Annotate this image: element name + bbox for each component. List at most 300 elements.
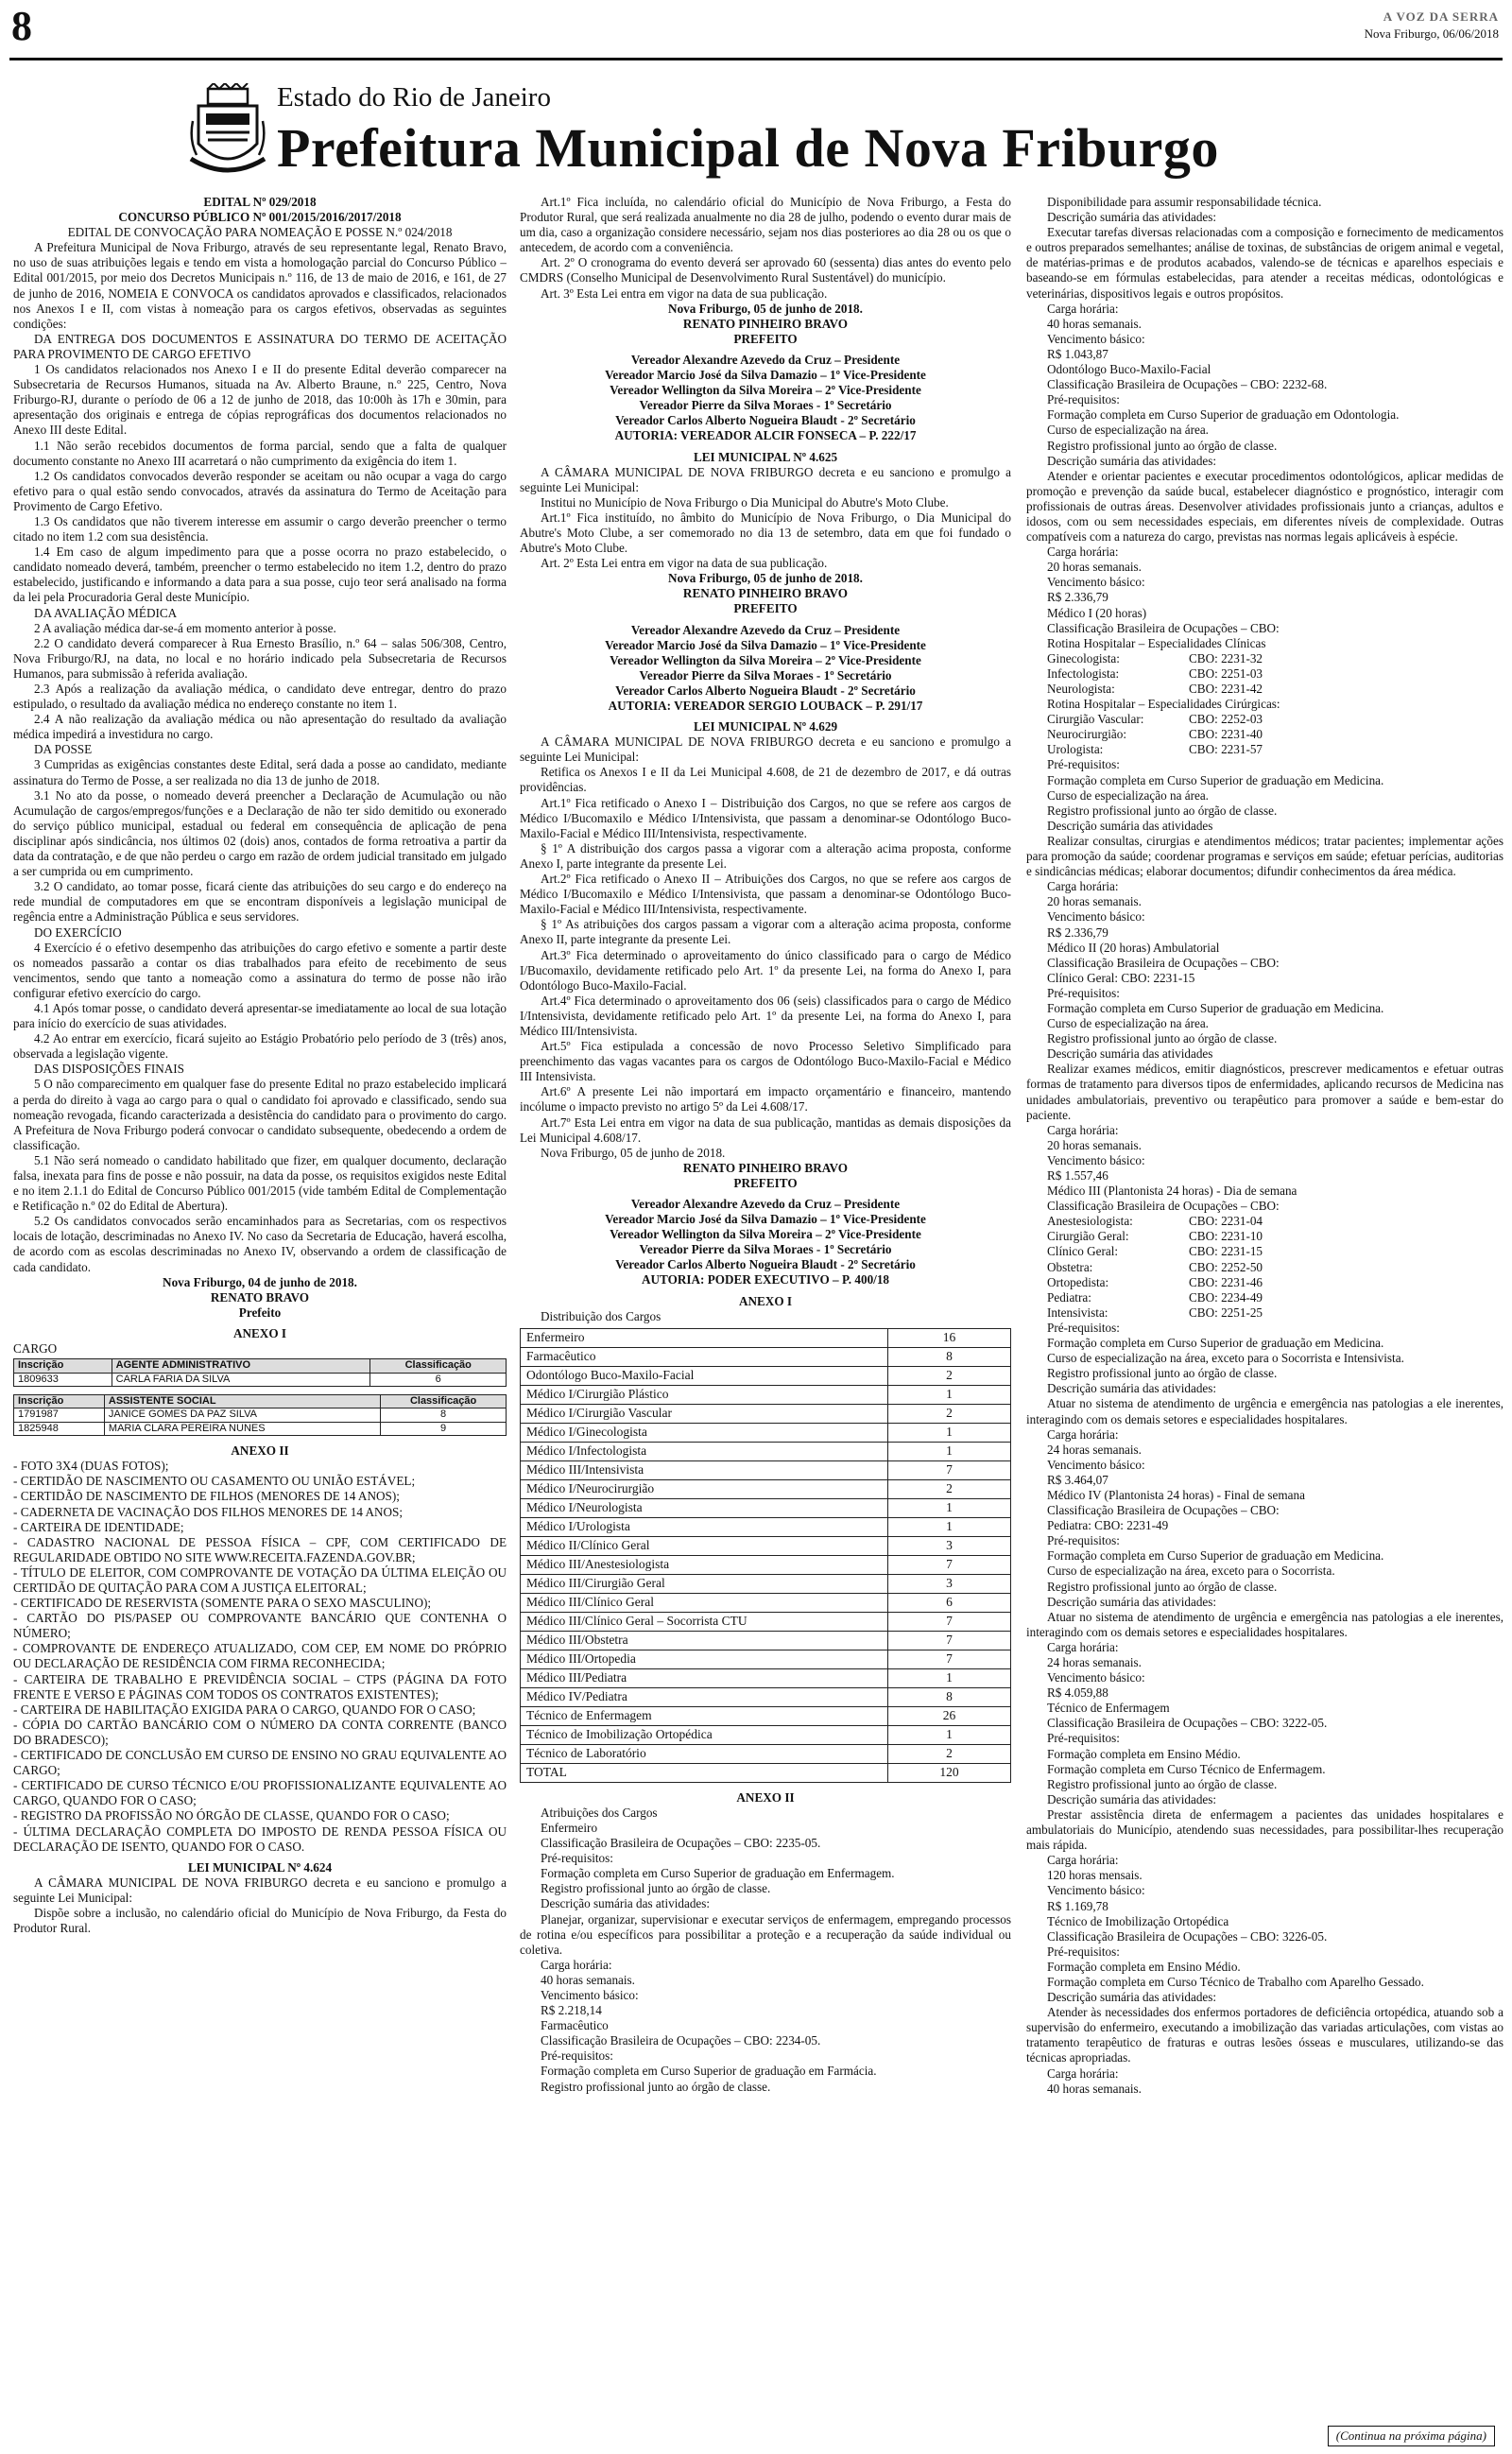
table-row [521, 1347, 1011, 1366]
label: Carga horária: [1047, 2065, 1119, 2081]
specialty-row [1026, 1290, 1503, 1305]
specialty-cbo: CBO: 2251-25 [1189, 1305, 1263, 1320]
table-cell: 3 [888, 1536, 1011, 1555]
job-title: Enfermeiro [541, 1820, 598, 1835]
law-title: LEI MUNICIPAL Nº 4.625 [693, 449, 838, 464]
workload: 20 horas semanais. [1047, 1137, 1142, 1152]
salary: R$ 2.336,79 [1047, 925, 1108, 940]
specialty-row [1026, 1275, 1503, 1290]
job-cbo: Classificação Brasileira de Ocupações – CBO: 2234-05. [541, 2033, 821, 2048]
label: Pré-requisitos: [541, 2048, 613, 2064]
table-cell: Médico II/Clínico Geral [521, 1536, 888, 1555]
column-2 [520, 195, 1011, 2449]
paragraph: 3.2 O candidato, ao tomar posse, ficará ciente das atribuições do seu cargo e do endereço na rede mundial de computadores em que se encontram disponíveis a legislação municipal de regência entre a Administração Pública e seus servidores. [13, 879, 507, 925]
table-cell: 2 [888, 1404, 1011, 1423]
list-item: - CERTIFICADO DE CURSO TÉCNICO E/OU PROFISSIONALIZANTE EQUIVALENTE AO CARGO, QUANDO FOR O CASO; [13, 1778, 507, 1808]
requirement: Registro profissional junto ao órgão de classe. [1047, 1366, 1278, 1381]
table-header: ASSISTENTE SOCIAL [104, 1394, 380, 1408]
list-item: - CARTEIRA DE TRABALHO E PREVIDÊNCIA SOCIAL – CTPS (PÁGINA DA FOTO FRENTE E VERSO E PÁGINAS COM TODOS OS CONTRATOS EXISTENTES); [13, 1671, 507, 1702]
salary: R$ 2.336,79 [1047, 590, 1108, 605]
paragraph: 1.3 Os candidatos que não tiverem interesse em assumir o cargo deverão preencher o termo citado no item 1.2 com sua desistência. [13, 513, 507, 544]
signature-title: PREFEITO [733, 331, 798, 346]
specialty-name: Urologista: [1047, 742, 1104, 757]
job-title: Odontólogo Buco-Maxilo-Facial [1047, 362, 1211, 377]
table-row [14, 1422, 507, 1435]
specialty-cbo: CBO: 2231-42 [1189, 682, 1263, 696]
specialty-group: Rotina Hospitalar – Especialidades Clínicas [1047, 635, 1266, 650]
table-cell: Médico I/Infectologista [521, 1442, 888, 1460]
job-title: Médico I (20 horas) [1047, 605, 1147, 620]
salary: R$ 1.043,87 [1047, 346, 1108, 361]
salary: R$ 4.059,88 [1047, 1685, 1108, 1701]
list-item: - CADERNETA DE VACINAÇÃO DOS FILHOS MENORES DE 14 ANOS; [13, 1504, 404, 1519]
table-cell: 8 [381, 1408, 507, 1422]
list-item: - CERTIFICADO DE CONCLUSÃO EM CURSO DE ENSINO NO GRAU EQUIVALENTE AO CARGO; [13, 1748, 507, 1778]
label: Carga horária: [1047, 1426, 1119, 1442]
label: Vencimento básico: [1047, 1670, 1145, 1685]
list-item: - REGISTRO DA PROFISSÃO NO ÓRGÃO DE CLASSE, QUANDO FOR O CASO; [13, 1808, 450, 1823]
requirement: Formação completa em Ensino Médio. [1047, 1959, 1241, 1974]
table-row [521, 1328, 1011, 1347]
list-item: - CÓPIA DO CARTÃO BANCÁRIO COM O NÚMERO DA CONTA CORRENTE (BANCO DO BRADESCO); [13, 1717, 507, 1747]
page-header [9, 3, 1503, 60]
specialty-cbo: CBO: 2231-57 [1189, 742, 1263, 757]
table-cell: 2 [888, 1744, 1011, 1763]
paragraph: 1.4 Em caso de algum impedimento para que a posse ocorra no prazo estabelecido, o candidato nomeado deverá, também, preencher o termo estabelecido no item 1.2, dentro do prazo estabelecido, justificando e informando a data para a sua posse, cujo teor será analisado na forma da lei pela Procuradoria Geral deste Município. [13, 544, 507, 605]
table-cell: Técnico de Laboratório [521, 1744, 888, 1763]
specialty-cbo: CBO: 2231-40 [1189, 727, 1263, 742]
requirement: Registro profissional junto ao órgão de classe. [1047, 438, 1278, 453]
label: Vencimento básico: [541, 1987, 639, 2002]
specialty-name: Clínico Geral: [1047, 1244, 1119, 1259]
table-cell: 1 [888, 1517, 1011, 1536]
job-cbo: Classificação Brasileira de Ocupações – CBO: 2235-05. [541, 1836, 821, 1851]
attributions-label: Atribuições dos Cargos [541, 1805, 658, 1820]
job-description: Atuar no sistema de atendimento de urgência e emergência nas patologias a ele inerentes, interagindo com os demais setores e especialidades hospitalares. [1026, 1609, 1503, 1639]
paragraph: Art.6º A presente Lei não importará em impacto orçamentário e financeiro, mantendo incólume o impacto previsto no artigo 5º da Lei 4.608/17. [520, 1084, 1011, 1115]
council-member: Vereador Pierre da Silva Moraes - 1º Secretário [639, 667, 892, 683]
council-member: Vereador Carlos Alberto Nogueira Blaudt - 2º Secretário [615, 683, 916, 698]
specialty-name: Pediatra: [1047, 1289, 1091, 1305]
specialty-row: Pediatra: CBO: 2231-49 [1047, 1518, 1169, 1533]
requirement: Formação completa em Curso Superior de graduação em Odontologia. [1047, 407, 1400, 423]
specialty-name: Cirurgião Vascular: [1047, 712, 1144, 727]
workload: 24 horas semanais. [1047, 1442, 1142, 1457]
requirement: Formação completa em Ensino Médio. [1047, 1746, 1241, 1761]
requirement: Formação completa em Curso Técnico de Trabalho com Aparelho Gessado. [1047, 1974, 1424, 1989]
table-row [521, 1744, 1011, 1763]
job-cbo: Classificação Brasileira de Ocupações – CBO: 3226-05. [1047, 1928, 1328, 1944]
table-cell: JANICE GOMES DA PAZ SILVA [104, 1408, 380, 1422]
signature-title: PREFEITO [733, 1175, 798, 1190]
label: Pré-requisitos: [1047, 757, 1120, 772]
table-cell: 1 [888, 1498, 1011, 1517]
paragraph: Art.3º Fica determinado o aproveitamento do único classificado para o cargo de Médico I/Bucomaxilo, devidamente retificado pelo Art. 1º da presente Lei, na forma do Anexo I, para Odontólogo Buco-Maxilo-Facial. [520, 947, 1011, 993]
council-member: Vereador Wellington da Silva Moreira – 2º Vice-Presidente [610, 652, 921, 667]
paragraph: Dispõe sobre a inclusão, no calendário oficial do Município de Nova Friburgo, da Festa do Produtor Rural. [13, 1905, 507, 1936]
job-title: Técnico de Imobilização Ortopédica [1047, 1913, 1229, 1928]
section-heading: DA AVALIAÇÃO MÉDICA [34, 605, 178, 620]
label: Descrição sumária das atividades: [1047, 210, 1217, 225]
job-cbo: Classificação Brasileira de Ocupações – CBO: 2232-68. [1047, 377, 1328, 392]
council-member: Vereador Marcio José da Silva Damazio – 1º Vice-Presidente [605, 637, 926, 652]
table-cell: Médico III/Ortopedia [521, 1650, 888, 1668]
requirement: Formação completa em Curso Superior de graduação em Farmácia. [541, 2064, 877, 2079]
table-cell: TOTAL [521, 1763, 888, 1782]
table-cell: 2 [888, 1366, 1011, 1385]
table-cell: Médico I/Urologista [521, 1517, 888, 1536]
council-member: Vereador Carlos Alberto Nogueira Blaudt - 2º Secretário [615, 413, 916, 428]
table-cell: 16 [888, 1328, 1011, 1347]
council-signatures [520, 623, 1011, 699]
specialty-cbo: CBO: 2252-03 [1189, 712, 1263, 727]
list-item: - FOTO 3X4 (DUAS FOTOS); [13, 1459, 169, 1474]
job-description: Atender às necessidades dos enfermos portadores de deficiência ortopédica, atuando sob a supervisão do enfermeiro, executando a imobilização das variadas articulações, com vistas ao tratamento terapêutico de fraturas e outras lesões ósseas e musculares, utilizando-se das técnicas apropriadas. [1026, 2005, 1503, 2065]
column-1 [13, 195, 507, 2449]
table-cell: Médico I/Neurologista [521, 1498, 888, 1517]
label: Carga horária: [1047, 1853, 1119, 1868]
job-description: Executar tarefas diversas relacionadas com a composição e fornecimento de medicamentos e outros preparados semelhantes; análise de toxinas, de substâncias de origem animal e vegetal, de matérias-primas e de produtos acabados, valendo-se de técnicas e aparelhos especiais e baseando-se em fórmulas estabelecidas, para atender a receitas médicas, odontológicas e veterinárias, dispositivos legais e outros propósitos. [1026, 225, 1503, 301]
council-member: Vereador Marcio José da Silva Damazio – 1º Vice-Presidente [605, 368, 926, 383]
specialty-name: Ginecologista: [1047, 650, 1120, 665]
table-row [521, 1460, 1011, 1479]
workload: 24 horas semanais. [1047, 1655, 1142, 1669]
paragraph: 4 Exercício é o efetivo desempenho das atribuições do cargo efetivo e somente a partir deste os nomeados passarão a contar os dias trabalhados para efeito de recebimento de seus vencimentos, sendo que tanto a nomeação como a assinatura do termo de posse não irão configurar efetivo exercício do cargo. [13, 940, 507, 1000]
specialty-row: Clínico Geral: CBO: 2231-15 [1047, 970, 1195, 985]
table-row [521, 1517, 1011, 1536]
paragraph: Art.2º Fica retificado o Anexo II – Atribuições dos Cargos, no que se refere aos cargos de Médico I/Bucomaxilo e Médico I/Intensivista, que passam a denominar-se Odontólogo Buco-Maxilo-Facial e Médico III/Intensivista, respectivamente. [520, 872, 1011, 917]
requirement: Curso de especialização na área. [1047, 423, 1209, 438]
label: Pré-requisitos: [1047, 1533, 1120, 1548]
paragraph: Institui no Município de Nova Friburgo o Dia Municipal do Abutre's Moto Clube. [541, 494, 949, 510]
job-description: Prestar assistência direta de enfermagem a pacientes das unidades hospitalares e ambulatoriais do Município, atendendo suas necessidades, para possibilitar-lhes recuperação mais rápida. [1026, 1806, 1503, 1853]
table-row [521, 1479, 1011, 1498]
paragraph: 1.1 Não serão recebidos documentos de forma parcial, sendo que a falta de qualquer documento constante no Anexo III acarretará o não cumprimento da exigência do item 1. [13, 438, 507, 468]
distribution-table [520, 1328, 1011, 1783]
table-cell: Médico I/Ginecologista [521, 1423, 888, 1442]
paragraph: 5.1 Não será nomeado o candidato habilitado que fizer, em qualquer documento, declaração falsa, inexata para fins de posse e não possuir, na data da posse, os requisitos exigidos neste Edital e no item 2.1.1 do Edital de Concurso Público 001/2015 (vide também Edital de Complementação e Retificação n.º 02 do Edital de Abertura). [13, 1152, 507, 1214]
paragraph: A CÂMARA MUNICIPAL DE NOVA FRIBURGO decreta e eu sanciono e promulgo a seguinte Lei Municipal: [520, 734, 1011, 765]
label: Carga horária: [1047, 879, 1119, 894]
paragraph: § 1º A distribuição dos cargos passa a vigorar com a alteração acima proposta, conforme Anexo I, parte integrante da presente Lei. [520, 840, 1011, 871]
specialty-row [1026, 1305, 1503, 1321]
specialty-row [1026, 1260, 1503, 1275]
paragraph: Art.1º Fica incluída, no calendário oficial do Município de Nova Friburgo, a Festa do Produtor Rural, que será realizada anualmente no dia 28 de julho, podendo o evento durar mais de um dia, caso a organização considere necessário, sejam nos dias posteriores ao dia 28 ou os que o antecedem, de acordo com a conveniência. [520, 195, 1011, 255]
job-description: Atuar no sistema de atendimento de urgência e emergência nas patologias a ele inerentes, interagindo com os demais setores e especialidades hospitalares. [1026, 1396, 1503, 1426]
signature-name: RENATO PINHEIRO BRAVO [682, 1160, 849, 1175]
edital-convocacao: EDITAL DE CONVOCAÇÃO PARA NOMEAÇÃO E POSSE N.º 024/2018 [67, 225, 453, 240]
council-member: Vereador Wellington da Silva Moreira – 2º Vice-Presidente [610, 1227, 921, 1242]
paragraph: 2.3 Após a realização da avaliação médica, o candidato deve entregar, dentro do prazo estipulado, o resultado da avaliação médica no endereço constante no item 1. [13, 682, 507, 712]
state-name: Estado do Rio de Janeiro [277, 82, 551, 112]
label: Pré-requisitos: [1047, 1731, 1120, 1746]
specialty-cbo: CBO: 2231-32 [1189, 650, 1263, 665]
requirement: Formação completa em Curso Superior de graduação em Enfermagem. [541, 1866, 895, 1881]
table-row [521, 1574, 1011, 1593]
job-cbo: Classificação Brasileira de Ocupações – CBO: [1047, 1199, 1280, 1214]
requirement: Registro profissional junto ao órgão de classe. [541, 1881, 771, 1896]
council-member: Vereador Alexandre Azevedo da Cruz – Presidente [630, 622, 901, 637]
job-cbo: Classificação Brasileira de Ocupações – CBO: [1047, 1503, 1280, 1518]
table-cell: 9 [381, 1422, 507, 1435]
specialty-group: Rotina Hospitalar – Especialidades Cirúrgicas: [1047, 697, 1280, 712]
list-item: - CARTEIRA DE IDENTIDADE; [13, 1519, 184, 1534]
paragraph: A Prefeitura Municipal de Nova Friburgo, através de seu representante legal, Renato Bravo, no uso de suas atribuições legais e tendo em vista a homologação parcial do Concurso Público – Edital 001/2015, por meio dos Decretos Municipais n.º 116, de 13 de maio de 2016, e 161, de 27 de junho de 2016, NOMEIA E CONVOCA os candidatos aprovados e classificados, relacionados nos Anexos I e II, com vistas à nomeação para os cargos efetivos, observadas as seguintes condições: [13, 240, 507, 331]
table-cell: 7 [888, 1460, 1011, 1479]
specialty-name: Infectologista: [1047, 665, 1120, 681]
council-member: Vereador Alexandre Azevedo da Cruz – Presidente [630, 1197, 901, 1211]
anexo-title: ANEXO II [231, 1443, 289, 1459]
authorship: AUTORIA: PODER EXECUTIVO – P. 400/18 [641, 1272, 890, 1287]
requirement: Formação completa em Curso Superior de graduação em Medicina. [1047, 772, 1384, 787]
section-heading: DA POSSE [34, 742, 93, 757]
table-cell: Farmacêutico [521, 1347, 888, 1366]
label: Descrição sumária das atividades [1047, 1046, 1213, 1062]
job-description: Realizar exames médicos, emitir diagnósticos, prescrever medicamentos e efetuar outras formas de tratamento para diversos tipos de enfermidades, aplicando recursos de Medicina nas unidades ambulatoriais, preventivo ou terapêutico para promover a saúde e bem-estar do paciente. [1026, 1062, 1503, 1122]
specialty-name: Cirurgião Geral: [1047, 1229, 1129, 1244]
prefeitura-name: Prefeitura Municipal de Nova Friburgo [277, 117, 1219, 179]
job-title: Médico III (Plantonista 24 horas) - Dia de semana [1047, 1184, 1297, 1199]
table-cell: 1 [888, 1385, 1011, 1404]
workload: 40 horas semanais. [1047, 2081, 1142, 2096]
page-number: 8 [11, 3, 32, 49]
signature-date: Nova Friburgo, 05 de junho de 2018. [668, 301, 863, 316]
table-cell: 1 [888, 1725, 1011, 1744]
table-cell: 6 [888, 1593, 1011, 1612]
table-cell: 7 [888, 1650, 1011, 1668]
requirement: Disponibilidade para assumir responsabilidade técnica. [1047, 195, 1322, 209]
anexo-title: ANEXO I [232, 1325, 287, 1340]
table-cell: Odontólogo Buco-Maxilo-Facial [521, 1366, 888, 1385]
section-heading: DA ENTREGA DOS DOCUMENTOS E ASSINATURA DO TERMO DE ACEITAÇÃO PARA PROVIMENTO DE CARGO EFETIVO [13, 331, 507, 361]
label: Carga horária: [1047, 301, 1119, 316]
label: Pré-requisitos: [1047, 1320, 1120, 1335]
signature-date: Nova Friburgo, 05 de junho de 2018. [668, 571, 863, 586]
label: Carga horária: [541, 1957, 612, 1972]
specialty-cbo: CBO: 2231-04 [1189, 1214, 1263, 1229]
table-row [521, 1612, 1011, 1631]
candidates-table-assistente [13, 1394, 507, 1436]
table-header: Classificação [381, 1394, 507, 1408]
paragraph: 2.2 O candidato deverá comparecer à Rua Ernesto Brasílio, n.º 64 – salas 506/308, Centro, Nova Friburgo/RJ, na data, no local e no horário indicado pela Subsecretaria de Recursos Humanos, para submissão à referida avaliação. [13, 635, 507, 681]
table-header: AGENTE ADMINISTRATIVO [112, 1359, 370, 1373]
column-3 [1026, 195, 1503, 2449]
label: Vencimento básico: [1047, 1152, 1145, 1167]
table-cell: 8 [888, 1347, 1011, 1366]
paragraph: A CÂMARA MUNICIPAL DE NOVA FRIBURGO decreta e eu sanciono e promulgo a seguinte Lei Municipal: [13, 1875, 507, 1905]
council-member: Vereador Pierre da Silva Moraes - 1º Secretário [639, 1242, 892, 1257]
council-signatures [520, 353, 1011, 428]
paragraph: Art. 2º Esta Lei entra em vigor na data de sua publicação. [541, 556, 828, 571]
specialty-row [1026, 742, 1503, 757]
requirement: Formação completa em Curso Superior de graduação em Medicina. [1047, 1548, 1384, 1564]
signature-title: PREFEITO [733, 601, 798, 616]
workload: 20 horas semanais. [1047, 560, 1142, 575]
list-item: - CERTIFICADO DE RESERVISTA (SOMENTE PARA O SEXO MASCULINO); [13, 1596, 432, 1611]
table-cell: Médico III/Intensivista [521, 1460, 888, 1479]
paragraph: 5.2 Os candidatos convocados serão encaminhados para as Secretarias, com os respectivos locais de lotação, descriminadas no Anexo IV. No caso da Secretaria de Educação, haverá escolha, de acordo com as escolas descriminadas no Anexo IV, observando a ordem de classificação de cada candidato. [13, 1214, 507, 1274]
concurso-title: CONCURSO PÚBLICO Nº 001/2015/2016/2017/2018 [118, 210, 402, 225]
label: Descrição sumária das atividades [1047, 818, 1213, 833]
label: Carga horária: [1047, 1639, 1119, 1654]
table-cell: 1825948 [14, 1422, 105, 1435]
specialty-cbo: CBO: 2234-49 [1189, 1289, 1263, 1305]
table-cell: 1 [888, 1668, 1011, 1687]
table-row [521, 1555, 1011, 1574]
council-member: Vereador Carlos Alberto Nogueira Blaudt - 2º Secretário [615, 1257, 916, 1272]
edital-title: EDITAL Nº 029/2018 [203, 195, 317, 209]
list-item: - ÚLTIMA DECLARAÇÃO COMPLETA DO IMPOSTO DE RENDA PESSOA FÍSICA OU DECLARAÇÃO DE ISENTO, QUANDO FOR O CASO. [13, 1823, 507, 1854]
signature-name: RENATO BRAVO [210, 1289, 310, 1305]
table-row [521, 1404, 1011, 1423]
table-row [521, 1593, 1011, 1612]
table-cell: MARIA CLARA PEREIRA NUNES [104, 1422, 380, 1435]
table-row [521, 1631, 1011, 1650]
list-item: - CARTÃO DO PIS/PASEP OU COMPROVANTE BANCÁRIO QUE CONTENHA O NÚMERO; [13, 1611, 507, 1641]
section-heading: DAS DISPOSIÇÕES FINAIS [34, 1062, 185, 1077]
specialty-row [1026, 1214, 1503, 1229]
table-row [521, 1442, 1011, 1460]
table-cell: 1 [888, 1442, 1011, 1460]
table-cell: 7 [888, 1555, 1011, 1574]
salary: R$ 2.218,14 [541, 2003, 602, 2018]
salary: R$ 3.464,07 [1047, 1472, 1108, 1487]
specialty-row [1026, 666, 1503, 682]
council-member: Vereador Wellington da Silva Moreira – 2º Vice-Presidente [610, 383, 921, 398]
paragraph: 3 Cumpridas as exigências constantes deste Edital, será dada a posse ao candidato, mediante assinatura do Termo de Posse, a ser realizada no dia 13 de junho de 2018. [13, 757, 507, 787]
table-cell: 7 [888, 1631, 1011, 1650]
table-cell: 26 [888, 1706, 1011, 1725]
job-title: Técnico de Enfermagem [1047, 1701, 1170, 1716]
label: Descrição sumária das atividades: [541, 1896, 711, 1911]
signature-date: Nova Friburgo, 05 de junho de 2018. [541, 1145, 726, 1160]
job-cbo: Classificação Brasileira de Ocupações – CBO: [1047, 620, 1280, 635]
job-cbo: Classificação Brasileira de Ocupações – CBO: 3222-05. [1047, 1716, 1328, 1731]
newspaper-name: A VOZ DA SERRA [1383, 9, 1499, 24]
paragraph: Art.1º Fica instituído, no âmbito do Município de Nova Friburgo, o Dia Municipal do Abutre's Moto Clube, a ser comemorado no dia 13 de setembro, data em que foi fundado o Abutre's Moto Clube. [520, 510, 1011, 556]
paragraph: Art.7º Esta Lei entra em vigor na data de sua publicação, mantidas as demais disposições da Lei Municipal 4.608/17. [520, 1115, 1011, 1145]
label: Pré-requisitos: [541, 1851, 613, 1866]
paragraph: Art. 3º Esta Lei entra em vigor na data de sua publicação. [541, 285, 828, 301]
label: Pré-requisitos: [1047, 1944, 1120, 1959]
signature-date: Nova Friburgo, 04 de junho de 2018. [163, 1274, 357, 1289]
requirement: Curso de especialização na área, exceto para o Socorrista. [1047, 1564, 1335, 1579]
requirement: Curso de especialização na área, exceto para o Socorrista e Intensivista. [1047, 1351, 1404, 1366]
workload: 40 horas semanais. [1047, 316, 1142, 331]
table-row [521, 1725, 1011, 1744]
paragraph: Art.5º Fica estipulada a concessão de novo Processo Seletivo Simplificado para preenchimento das vagas vacantes para os cargos de Odontólogo Buco-Maxilo-Facial e Médico III Intensivista. [520, 1039, 1011, 1084]
authorship: AUTORIA: VEREADOR ALCIR FONSECA – P. 222/17 [614, 428, 917, 443]
label: Vencimento básico: [1047, 1883, 1145, 1898]
table-cell: 2 [888, 1479, 1011, 1498]
table-row [521, 1650, 1011, 1668]
paragraph: 5 O não comparecimento em qualquer fase do presente Edital no prazo estabelecido implicará a perda do direito à vaga ao cargo para o qual o candidato foi aprovado e classificado, sendo sua nomeação revogada, ficando caracterizada a desistência do candidato para o provimento do cargo. A Prefeitura de Nova Friburgo poderá convocar o candidato subsequente, obedecendo a ordem de classificação. [13, 1077, 507, 1152]
table-cell: Técnico de Enfermagem [521, 1706, 888, 1725]
workload: 40 horas semanais. [541, 1972, 635, 1987]
job-description: Atender e orientar pacientes e executar procedimentos odontológicos, aplicar medidas de promoção e prevenção da saúde bucal, estabelecer diagnóstico e prognóstico, interagir com profissionais de outras áreas. Desenvolver atividades profissionais junto a crianças, adultos e idosos, com ou sem necessidades especiais, em diferentes níveis de complexidade. Outras compatíveis com a natureza do cargo, previstas nas normas legais aplicáveis à espécie. [1026, 468, 1503, 544]
table-cell: CARLA FARIA DA SILVA [112, 1373, 370, 1386]
paragraph: 2.4 A não realização da avaliação médica ou não apresentação do resultado da avaliação médica impedirá a investidura no cargo. [13, 712, 507, 742]
table-cell: Médico III/Pediatra [521, 1668, 888, 1687]
job-description: Planejar, organizar, supervisionar e executar serviços de enfermagem, empregando processos de rotina e/ou específicos para possibilitar a proteção e a recuperação da saúde individual ou coletiva. [520, 1911, 1011, 1957]
specialty-name: Neurologista: [1047, 682, 1115, 696]
label: Carga horária: [1047, 1122, 1119, 1137]
job-description: Realizar consultas, cirurgias e atendimentos médicos; tratar pacientes; implementar ações para promoção da saúde; coordenar programas e serviços em saúde; efetuar perícias, auditorias e sindicâncias médicas; elaborar documentos; difundir conhecimentos da área médica. [1026, 833, 1503, 879]
paragraph: 1 Os candidatos relacionados nos Anexo I e II do presente Edital deverão comparecer na Subsecretaria de Recursos Humanos, situada na Av. Alberto Braune, n.º 225, Centro, Nova Friburgo-RJ, durante o período de 06 a 12 de junho de 2018, das 10:00h às 17h e 30min, para apresentação dos originais e entrega de cópias reprográficas dos documentos relacionados no Anexo III deste Edital. [13, 362, 507, 438]
cargo-label: CARGO [13, 1341, 58, 1357]
paragraph: 4.1 Após tomar posse, o candidato deverá apresentar-se imediatamente ao local de sua lotação para início do exercício de suas atividades. [13, 1000, 507, 1031]
requirement: Formação completa em Curso Técnico de Enfermagem. [1047, 1761, 1326, 1776]
table-header: Classificação [370, 1359, 507, 1373]
list-item: - CERTIDÃO DE NASCIMENTO DE FILHOS (MENORES DE 14 ANOS); [13, 1489, 400, 1504]
paragraph: 1.2 Os candidatos convocados deverão responder se aceitam ou não ocupar a vaga do cargo efetivo para o qual estão sendo convocados, através da assinatura do Termo de Aceitação para Provimento de Cargo Efetivo. [13, 468, 507, 513]
label: Descrição sumária das atividades: [1047, 1990, 1217, 2005]
list-item: - CERTIDÃO DE NASCIMENTO OU CASAMENTO OU UNIÃO ESTÁVEL; [13, 1474, 416, 1489]
label: Carga horária: [1047, 544, 1119, 560]
label: Descrição sumária das atividades: [1047, 453, 1217, 468]
table-cell: Médico I/Neurocirurgião [521, 1479, 888, 1498]
table-row [521, 1687, 1011, 1706]
specialty-name: Ortopedista: [1047, 1274, 1109, 1289]
signature-title: Prefeito [238, 1305, 282, 1320]
continued-note: (Continua na próxima página) [1328, 2426, 1495, 2446]
table-header: Inscrição [14, 1359, 112, 1373]
table-cell: 1791987 [14, 1408, 105, 1422]
table-row [521, 1706, 1011, 1725]
table-row [521, 1536, 1011, 1555]
table-cell: 3 [888, 1574, 1011, 1593]
table-cell: Médico III/Cirurgião Geral [521, 1574, 888, 1593]
law-title: LEI MUNICIPAL Nº 4.624 [187, 1859, 333, 1875]
table-row [521, 1498, 1011, 1517]
label: Pré-requisitos: [1047, 985, 1120, 1000]
specialty-row [1026, 1229, 1503, 1244]
specialty-row [1026, 727, 1503, 742]
table-header: Inscrição [14, 1394, 105, 1408]
specialty-row [1026, 682, 1503, 697]
label: Descrição sumária das atividades: [1047, 1381, 1217, 1396]
job-title: Farmacêutico [541, 2018, 609, 2033]
table-cell: Médico III/Clínico Geral [521, 1593, 888, 1612]
paragraph: § 1º As atribuições dos cargos passam a vigorar com a alteração acima proposta, conforme Anexo II, parte integrante da presente Lei. [520, 917, 1011, 947]
table-cell: 1809633 [14, 1373, 112, 1386]
requirement: Curso de especialização na área. [1047, 1016, 1209, 1031]
label: Vencimento básico: [1047, 575, 1145, 590]
law-title: LEI MUNICIPAL Nº 4.629 [693, 719, 838, 734]
table-cell: 6 [370, 1373, 507, 1386]
requirement: Formação completa em Curso Superior de graduação em Medicina. [1047, 1000, 1384, 1015]
list-item: - CADASTRO NACIONAL DE PESSOA FÍSICA – CPF, COM CERTIFICADO DE REGULARIDADE OBTIDO NO SITE WWW.RECEITA.FAZENDA.GOV.BR; [13, 1534, 507, 1564]
specialty-row [1026, 1244, 1503, 1259]
list-item: - CARTEIRA DE HABILITAÇÃO EXIGIDA PARA O CARGO, QUANDO FOR O CASO; [13, 1702, 476, 1717]
issue-date: Nova Friburgo, 06/06/2018 [1364, 26, 1499, 41]
table-cell: Médico III/Clínico Geral – Socorrista CTU [521, 1612, 888, 1631]
label: Vencimento básico: [1047, 331, 1145, 346]
table-cell: 120 [888, 1763, 1011, 1782]
table-cell: 7 [888, 1612, 1011, 1631]
list-item: - COMPROVANTE DE ENDEREÇO ATUALIZADO, COM CEP, EM NOME DO PRÓPRIO OU DECLARAÇÃO DE RESIDÊNCIA COM FIRMA RECONHECIDA; [13, 1641, 507, 1671]
requirement: Registro profissional junto ao órgão de classe. [1047, 1031, 1278, 1046]
anexo-title: ANEXO II [736, 1789, 795, 1805]
paragraph: A CÂMARA MUNICIPAL DE NOVA FRIBURGO decreta e eu sanciono e promulgo a seguinte Lei Municipal: [520, 464, 1011, 494]
council-member: Vereador Pierre da Silva Moraes - 1º Secretário [639, 398, 892, 413]
council-signatures [520, 1197, 1011, 1272]
table-cell: Médico IV/Pediatra [521, 1687, 888, 1706]
specialty-cbo: CBO: 2252-50 [1189, 1259, 1263, 1274]
specialty-cbo: CBO: 2251-03 [1189, 665, 1263, 681]
table-row [521, 1668, 1011, 1687]
requirement: Registro profissional junto ao órgão de classe. [541, 2079, 771, 2094]
